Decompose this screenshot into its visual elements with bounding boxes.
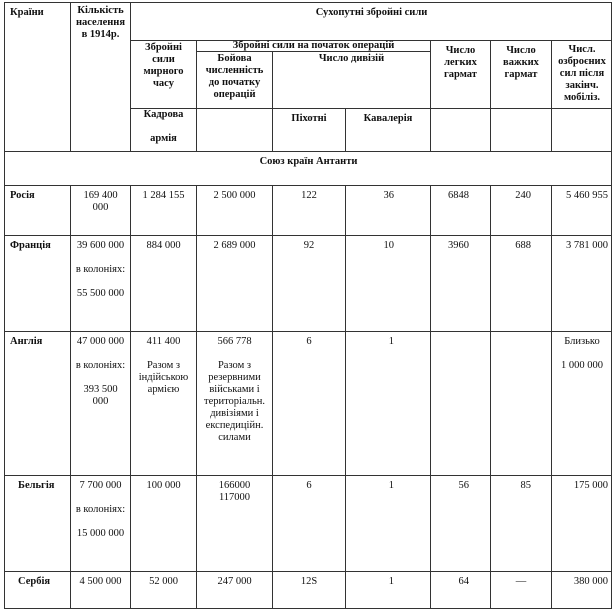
row-belgium-light-guns: 56 [458,480,469,491]
row-france-heavy-guns: 688 [515,240,531,251]
row-russia-cavalry: 36 [383,190,394,201]
header-cadre-army: Кадрова армія [143,109,184,144]
row-belgium-peacetime: 100 000 [146,480,181,491]
header-divisions: Число дивізій [318,53,385,64]
header-land-forces: Сухопутні збройні сили [315,7,428,18]
header-at-start: Збройні сили на початок операцій [232,40,395,51]
section-title-entente: Союз країн Антанти [259,156,358,167]
row-france-peacetime: 884 000 [146,240,181,251]
row-russia-infantry: 122 [301,190,317,201]
row-serbia-light-guns: 64 [458,576,469,587]
row-russia-after-mob: 5 460 955 [566,190,608,201]
row-russia-combat: 2 500 000 [213,190,256,201]
row-england-infantry: 6 [306,336,312,347]
row-russia-country: Росія [10,190,35,201]
row-england-combat: 566 778 Разом з резервними військами і територіальн. дивізіями і експедиційн. силами [203,336,265,443]
header-population: Кількість населення в 1914р. [75,5,126,40]
row-france-light-guns: 3960 [448,240,469,251]
row-england-after-mob: Близько 1 000 000 [561,336,603,371]
row-belgium-cavalry: 1 [388,480,394,491]
header-infantry: Піхотні [291,113,327,124]
row-serbia-heavy-guns: — [515,576,527,587]
row-russia-heavy-guns: 240 [515,190,531,201]
row-russia-light-guns: 6848 [448,190,469,201]
row-belgium-infantry: 6 [306,480,312,491]
row-england-country: Англія [10,336,43,347]
row-russia-peacetime: 1 284 155 [142,190,185,201]
header-peacetime: Збройні сили мирного часу [143,42,184,89]
row-france-population: 39 600 000 в колоніях: 55 500 000 [75,240,126,299]
row-england-cavalry: 1 [388,336,394,347]
row-russia-population: 169 400 000 [83,190,118,213]
row-england-population: 47 000 000 в колоніях: 393 500 000 [75,336,126,407]
header-after-mobilization: Числ. озброєних сил після закінч. мобіліз. [558,44,606,103]
row-serbia-infantry: 12S [300,576,318,587]
row-serbia-peacetime: 52 000 [149,576,178,587]
header-cavalry: Кавалерія [363,113,413,124]
row-belgium-population: 7 700 000 в колоніях: 15 000 000 [75,480,126,539]
row-belgium-country: Бельгія [18,480,55,491]
header-light-guns: Число легких гармат [444,45,477,80]
row-belgium-combat: 166000 117000 [218,480,251,503]
header-combat-strength: Бойова численність до початку операцій [205,53,264,100]
row-france-country: Франція [10,240,51,251]
header-countries: Країни [10,7,44,18]
row-france-after-mob: 3 781 000 [566,240,608,251]
row-france-combat: 2 689 000 [213,240,256,251]
row-france-infantry: 92 [303,240,315,251]
row-serbia-combat: 247 000 [217,576,252,587]
row-serbia-population: 4 500 000 [79,576,122,587]
row-serbia-after-mob: 380 000 [573,576,608,587]
row-england-peacetime: 411 400 Разом з індійською армією [138,336,189,395]
row-france-cavalry: 10 [383,240,394,251]
header-heavy-guns: Число важких гармат [503,45,539,80]
row-serbia-cavalry: 1 [388,576,394,587]
row-serbia-country: Сербія [18,576,51,587]
row-belgium-after-mob: 175 000 [573,480,608,491]
row-belgium-heavy-guns: 85 [520,480,531,491]
